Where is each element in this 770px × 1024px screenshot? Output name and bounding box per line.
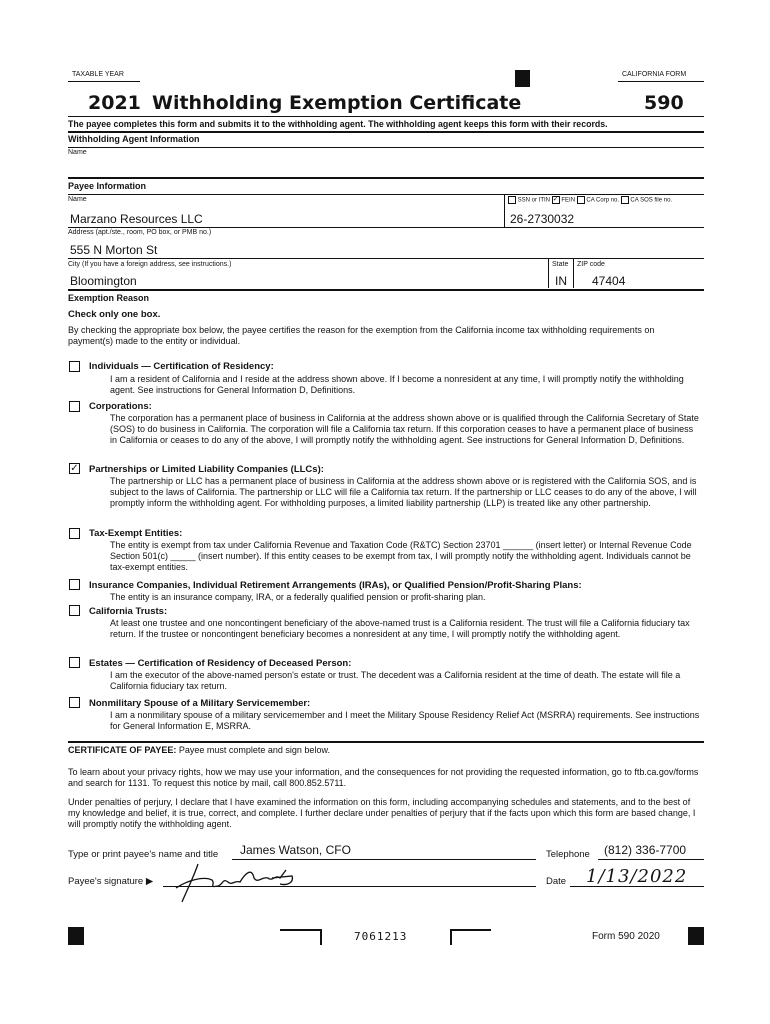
- telephone-label: Telephone: [546, 849, 590, 860]
- partnerships-title: Partnerships or Limited Liability Companies (LLCs):: [89, 464, 324, 475]
- corporations-checkbox[interactable]: [69, 401, 80, 412]
- tax-year: 2021: [88, 92, 141, 114]
- form-instructions: The payee completes this form and submits it to the withholding agent. The withholding agent keeps this form with their records.: [68, 119, 608, 129]
- address-label: Address (apt./ste., room, PO box, or PMB no.): [68, 229, 212, 236]
- ca-trusts-body: At least one trustee and one noncontingent beneficiary of the above-named trust is a California resident. The trust will file a California fiduciary tax return. If the trustee or noncontingent beneficiary becomes a nonresident at any time, I will promptly notify the withholding agent.: [110, 618, 690, 639]
- individuals-title: Individuals — Certification of Residency:: [89, 361, 274, 372]
- perjury-statement: Under penalties of perjury, I declare that I have examined the information on this form, including accompanying schedules and statements, and to the best of my knowledge and belief, it is true, correct, and complete. I further declare under penalties of perjury that if the facts upon which this form are based change, I will promptly notify the withholding agent.: [68, 797, 696, 829]
- california-form-label: CALIFORNIA FORM: [622, 71, 687, 78]
- city-label: City (If you have a foreign address, see instructions.): [68, 261, 232, 268]
- telephone-value[interactable]: (812) 336-7700: [604, 843, 687, 857]
- footer-form-label: Form 590 2020: [592, 931, 660, 942]
- footer-code: 7061213: [354, 930, 408, 943]
- payee-signature[interactable]: [168, 858, 308, 906]
- nonmilitary-spouse-title: Nonmilitary Spouse of a Military Servicemember:: [89, 698, 311, 709]
- exemption-intro: By checking the appropriate box below, the payee certifies the reason for the exemption from the California income tax withholding requirements on payment(s) made to the entity or individual.: [68, 325, 655, 346]
- form-title: Withholding Exemption Certificate: [152, 92, 522, 114]
- partnerships-checkbox[interactable]: ✓: [70, 463, 79, 474]
- certificate-heading-note: Payee must complete and sign below.: [178, 745, 330, 755]
- payee-id-value[interactable]: 26-2730032: [510, 212, 575, 226]
- footer-mark-right: [688, 927, 704, 945]
- date-label: Date: [546, 876, 567, 887]
- ca-corp-checkbox[interactable]: [577, 196, 585, 204]
- ca-corp-label: CA Corp no.: [586, 197, 620, 204]
- certificate-heading: CERTIFICATE OF PAYEE:: [68, 745, 177, 755]
- payee-name-label: Name: [68, 196, 87, 203]
- form-number: 590: [644, 92, 684, 114]
- registration-mark: [515, 70, 530, 87]
- corporations-title: Corporations:: [89, 401, 152, 412]
- ca-sos-checkbox[interactable]: [621, 196, 629, 204]
- individuals-body: I am a resident of California and I reside at the address shown above. If I become a nonresident at any time, I will promptly notify the withholding agent. See instructions for General Information D, Definitions.: [110, 374, 684, 395]
- payee-name-value[interactable]: Marzano Resources LLC: [70, 212, 203, 226]
- zip-label: ZIP code: [577, 261, 605, 268]
- payee-heading: Payee Information: [68, 181, 147, 191]
- insurance-body: The entity is an insurance company, IRA, or a federally qualified pension or profit-sharing plan.: [110, 592, 486, 602]
- estates-body: I am the executor of the above-named person's estate or trust. The decedent was a California resident at the time of death. The estate will file a California fiduciary tax return.: [110, 670, 681, 691]
- agent-name-label: Name: [68, 149, 87, 156]
- taxable-year-label: TAXABLE YEAR: [72, 71, 124, 78]
- name-title-label: Type or print payee's name and title: [68, 849, 219, 860]
- estates-checkbox[interactable]: [69, 657, 80, 668]
- individuals-checkbox[interactable]: [69, 361, 80, 372]
- tax-exempt-checkbox[interactable]: [69, 528, 80, 539]
- insurance-title: Insurance Companies, Individual Retirement Arrangements (IRAs), or Qualified Pension/Profit-Sharing Plans:: [89, 580, 582, 591]
- privacy-notice: To learn about your privacy rights, how we may use your information, and the consequences for not providing the requested information, go to ftb.ca.gov/forms and search for 1131. To request this notice by mail, call 800.852.5711.: [68, 767, 699, 788]
- insurance-checkbox[interactable]: [69, 579, 80, 590]
- ssn-label: SSN or ITIN: [517, 197, 551, 204]
- address-value[interactable]: 555 N Morton St: [70, 243, 158, 257]
- nonmilitary-spouse-checkbox[interactable]: [69, 697, 80, 708]
- nonmilitary-spouse-body: I am a nonmilitary spouse of a military servicemember and I meet the Military Spouse Residency Relief Act (MSRRA) requirements. See instructions for General Information E, MSRRA.: [110, 710, 700, 731]
- ssn-checkbox[interactable]: [508, 196, 516, 204]
- corporations-body: The corporation has a permanent place of business in California at the address shown above or is qualified through the California Secretary of State (SOS) to do business in California. The corporation will file a California tax return. If this corporation ceases to have a permanent place of business in California or ceases to do any of the above, I will promptly notify the withholding agent. See instructions for General Information D, Definitions.: [110, 413, 699, 445]
- ca-sos-label: CA SOS file no.: [630, 197, 673, 204]
- date-value[interactable]: 1/13/2022: [586, 866, 688, 887]
- ca-trusts-title: California Trusts:: [89, 606, 168, 617]
- estates-title: Estates — Certification of Residency of Deceased Person:: [89, 658, 352, 669]
- certificate-heading-row: [68, 745, 330, 755]
- partnerships-body: The partnership or LLC has a permanent place of business in California at the address shown above or is registered with the California SOS, and is subject to the laws of California. The partnership or LLC will file a California tax return. If the partnership or LLC ceases to do any of the above, I will promptly inform the withholding agent. For withholding purposes, a limited liability partnership (LLP) is treated like any other partnership.: [110, 476, 697, 508]
- withholding-agent-heading: Withholding Agent Information: [68, 134, 200, 144]
- zip-value[interactable]: 47404: [592, 274, 626, 288]
- tax-exempt-body: The entity is exempt from tax under California Revenue and Taxation Code (R&TC) Section 23701 ______ (insert letter) or Internal Revenue Code Section 501(c) _____ (insert number). If this entity ceases to be exempt from tax, I will promptly notify the withholding agent. Individuals cannot be tax-exempt entities.: [110, 540, 692, 572]
- state-value[interactable]: IN: [555, 274, 567, 288]
- fein-checkbox[interactable]: ✓: [552, 196, 559, 203]
- state-label: State: [552, 261, 569, 268]
- footer-mark-left: [68, 927, 84, 945]
- city-value[interactable]: Bloomington: [70, 274, 137, 288]
- signature-label: Payee's signature ▶: [68, 876, 154, 887]
- check-one-note: Check only one box.: [68, 309, 161, 320]
- name-title-value[interactable]: James Watson, CFO: [240, 843, 351, 857]
- exemption-heading: Exemption Reason: [68, 293, 150, 303]
- tax-exempt-title: Tax-Exempt Entities:: [89, 528, 183, 539]
- id-type-row: [508, 196, 672, 204]
- fein-label: FEIN: [561, 197, 576, 204]
- ca-trusts-checkbox[interactable]: [69, 605, 80, 616]
